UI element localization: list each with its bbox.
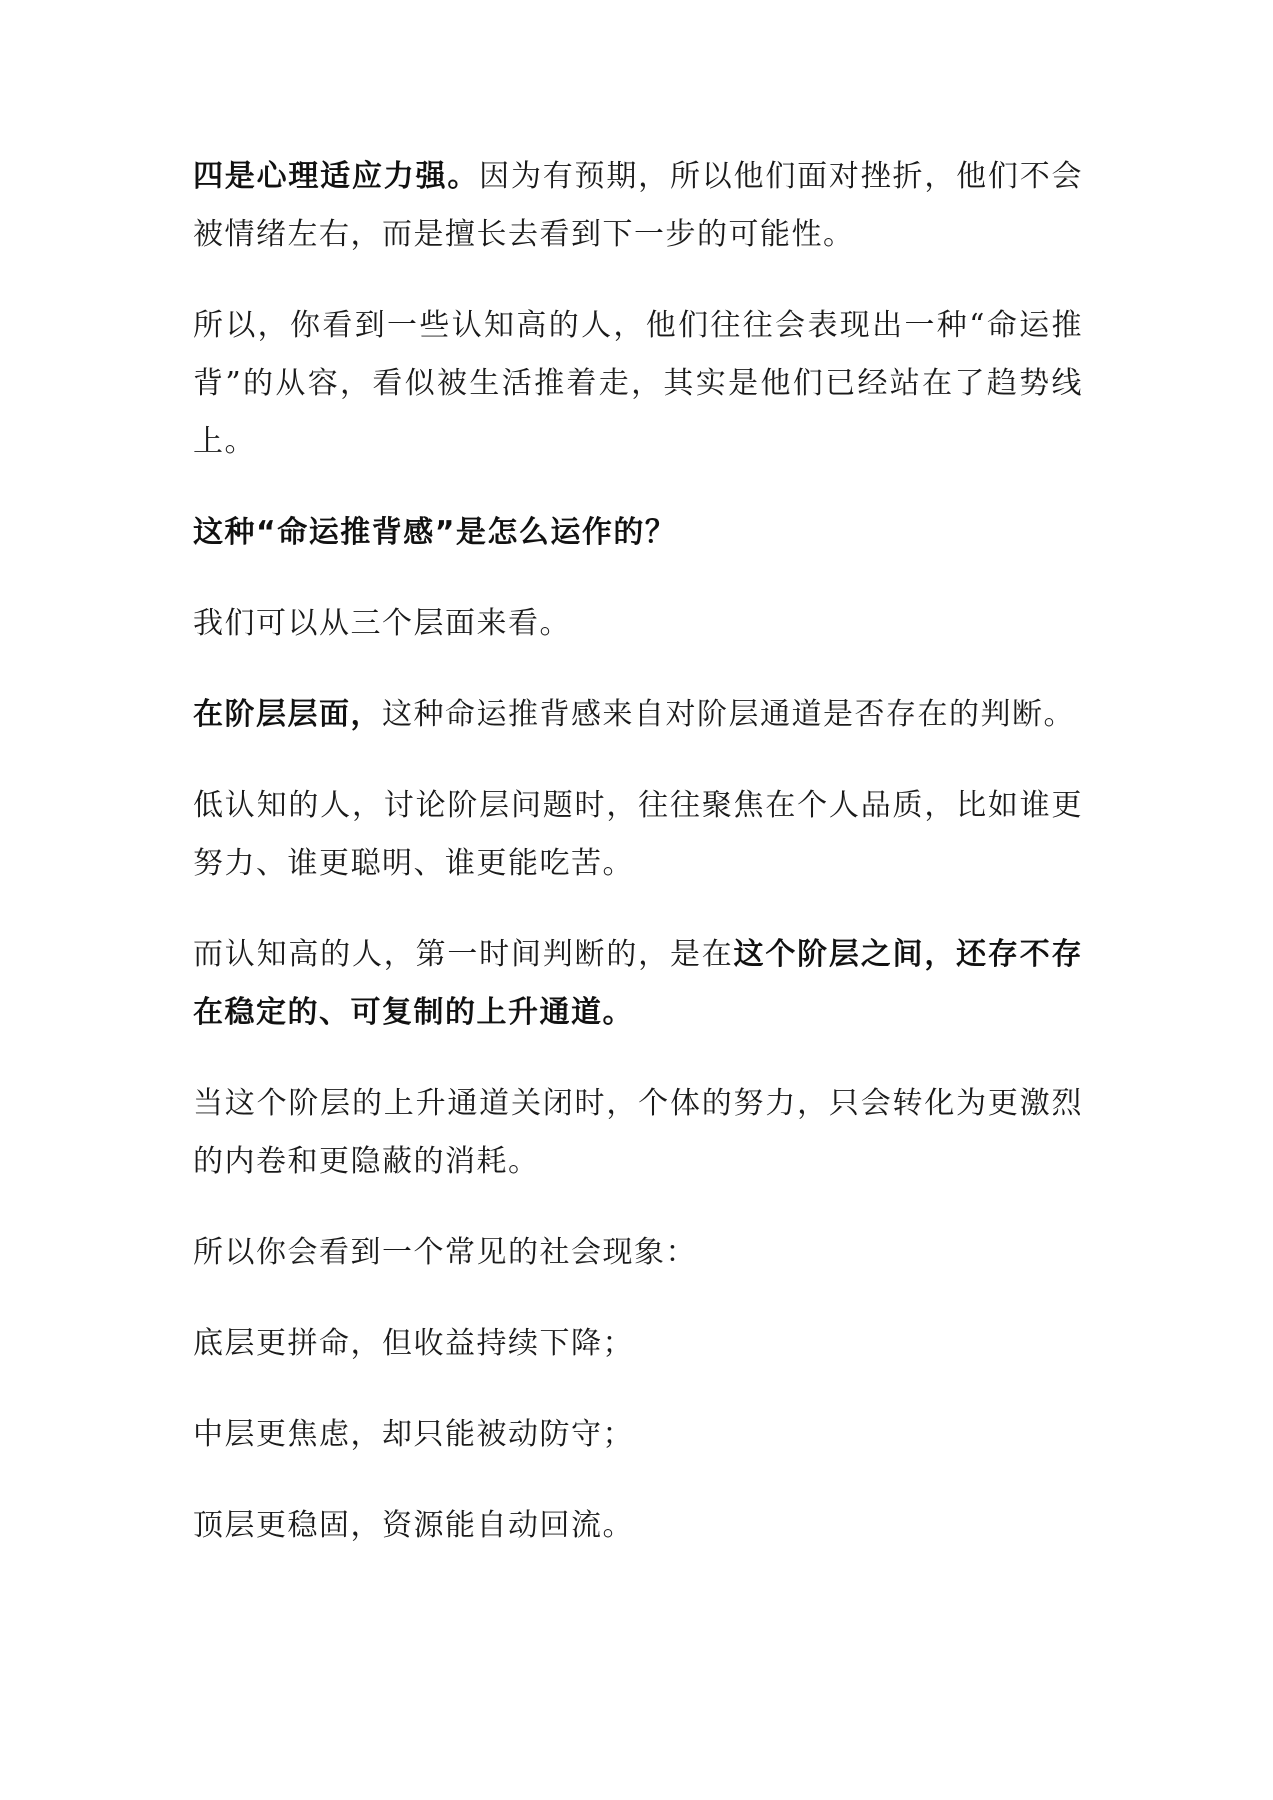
paragraph-class-level — [193, 686, 1083, 744]
paragraph-psychological-adaptability — [193, 148, 1083, 264]
paragraph-fate-push — [193, 297, 1083, 471]
paragraph-text: 所以，你看到一些认知高的人，他们往往会表现出一种“命运推背”的从容，看似被生活推着走，其实是他们已经站在了趋势线上。 — [193, 308, 1083, 459]
paragraph-text: 中层更焦虑，却只能被动防守； — [193, 1417, 634, 1452]
section-heading: 这种“命运推背感”是怎么运作的？ — [193, 515, 677, 550]
paragraph-low-cognition — [193, 777, 1083, 893]
paragraph-text: 顶层更稳固，资源能自动回流。 — [193, 1508, 634, 1543]
document-page — [193, 148, 1083, 1588]
paragraph-text: 因为有预期，所以他们面对挫折，他们不会被情绪左右，而是擅长去看到下一步的可能性。 — [193, 159, 1084, 252]
paragraph-channel-closed — [193, 1075, 1083, 1191]
list-item-bottom-class — [193, 1315, 1083, 1373]
paragraph-text: 我们可以从三个层面来看。 — [193, 606, 571, 641]
paragraph-text: 当这个阶层的上升通道关闭时，个体的努力，只会转化为更激烈的内卷和更隐蔽的消耗。 — [193, 1086, 1083, 1179]
paragraph-text: 底层更拼命，但收益持续下降； — [193, 1326, 634, 1361]
paragraph-text: 这种命运推背感来自对阶层通道是否存在的判断。 — [382, 697, 1075, 732]
paragraph-three-levels — [193, 595, 1083, 653]
paragraph-text: 低认知的人，讨论阶层问题时，往往聚焦在个人品质，比如谁更努力、谁更聪明、谁更能吃苦。 — [193, 788, 1083, 881]
paragraph-text: 所以你会看到一个常见的社会现象： — [193, 1235, 697, 1270]
list-item-middle-class — [193, 1406, 1083, 1464]
paragraph-text: 而认知高的人，第一时间判断的，是在 — [193, 937, 734, 972]
paragraph-bold-tail: 这个阶层之间，还存不存在稳定的、可复制的上升通道。 — [193, 937, 1084, 1030]
paragraph-social-phenomenon — [193, 1224, 1083, 1282]
paragraph-bold-lead: 在阶层层面， — [193, 697, 382, 732]
paragraph-high-cognition — [193, 926, 1083, 1042]
list-item-top-class — [193, 1497, 1083, 1555]
paragraph-bold-lead: 四是心理适应力强。 — [193, 159, 480, 194]
